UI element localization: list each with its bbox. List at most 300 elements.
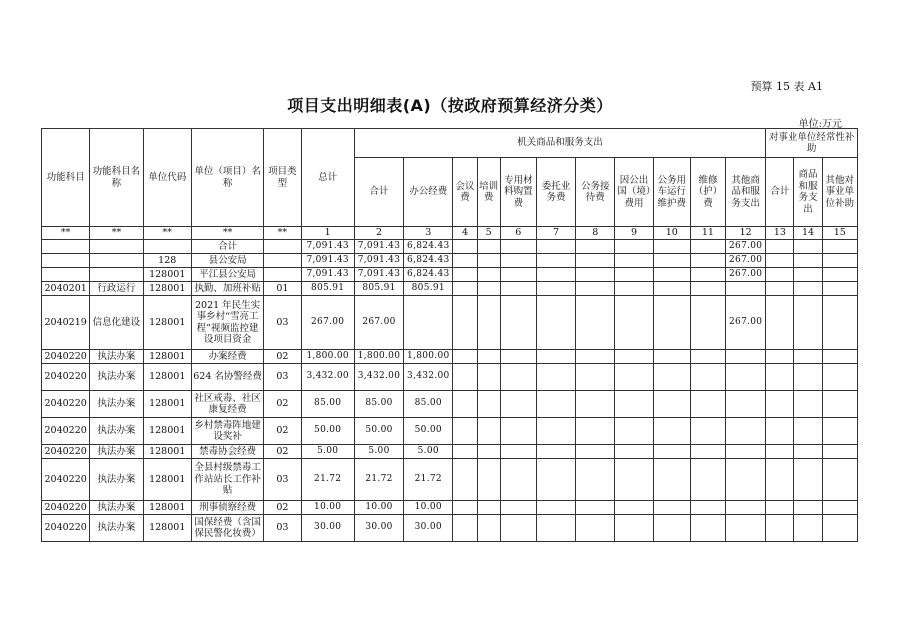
cell-amount: 1,800.00 [301,350,354,364]
header-func-code: 功能科目 [42,129,90,227]
cell-func-name [90,254,143,268]
header-goods-col: 会议费 [453,158,477,227]
cell-amount: 267.00 [726,254,766,268]
cell-amount [453,350,477,364]
cell-amount [477,240,500,254]
cell-func-name: 信息化建设 [90,296,143,350]
cell-amount [794,282,822,296]
cell-func-code: 2040220 [42,501,90,515]
table-row [42,459,858,501]
cell-func-code: 2040220 [42,515,90,542]
cell-amount [453,459,477,501]
cell-project-type [264,268,301,282]
cell-amount [690,459,725,501]
cell-amount [453,364,477,391]
cell-amount [536,350,575,364]
cell-amount [404,296,453,350]
cell-amount [500,364,536,391]
table-row [42,350,858,364]
cell-amount [766,268,794,282]
cell-unit-name: 2021 年民生实事乡村“雪亮工程”视频监控建设项目资金 [191,296,263,350]
cell-amount [615,515,653,542]
cell-unit-code: 128001 [143,391,191,418]
cell-amount [615,268,653,282]
cell-amount [500,391,536,418]
cell-unit-name: 县公安局 [191,254,263,268]
cell-unit-code: 128 [143,254,191,268]
table-row [42,240,858,254]
cell-amount [500,296,536,350]
cell-unit-code: 128001 [143,282,191,296]
cell-amount [766,364,794,391]
cell-amount: 5.00 [301,445,354,459]
cell-amount [822,268,857,282]
cell-amount: 267.00 [726,240,766,254]
cell-amount [653,515,690,542]
cell-project-type: 01 [264,282,301,296]
header-project-type: 项目类型 [264,129,301,227]
cell-amount: 50.00 [404,418,453,445]
cell-func-code: 2040220 [42,445,90,459]
cell-project-type: 02 [264,418,301,445]
cell-amount [690,268,725,282]
cell-func-code: 2040220 [42,350,90,364]
cell-amount [653,445,690,459]
cell-unit-code: 128001 [143,364,191,391]
cell-amount [500,268,536,282]
cell-amount [766,501,794,515]
cell-amount [822,391,857,418]
index-cell: 11 [690,227,725,240]
cell-func-name [90,268,143,282]
cell-unit-code: 128001 [143,296,191,350]
star-cell: ** [191,227,263,240]
cell-amount [453,418,477,445]
index-cell: 10 [653,227,690,240]
cell-amount: 5.00 [404,445,453,459]
index-cell: 6 [500,227,536,240]
index-cell: 8 [576,227,615,240]
cell-amount [615,501,653,515]
index-cell: 1 [301,227,354,240]
cell-project-type: 02 [264,445,301,459]
cell-func-name: 执法办案 [90,459,143,501]
header-subsidy-col: 其他对事业单位补助 [822,158,857,227]
cell-unit-code: 128001 [143,459,191,501]
star-cell: ** [42,227,90,240]
cell-amount: 21.72 [301,459,354,501]
cell-func-name: 执法办案 [90,445,143,459]
cell-amount [477,515,500,542]
cell-amount [653,282,690,296]
cell-func-name: 执法办案 [90,364,143,391]
cell-func-name: 执法办案 [90,391,143,418]
cell-amount: 85.00 [301,391,354,418]
cell-unit-code: 128001 [143,268,191,282]
cell-amount: 30.00 [301,515,354,542]
index-cell: 3 [404,227,453,240]
cell-amount: 7,091.43 [354,268,403,282]
cell-project-type: 02 [264,501,301,515]
cell-amount [690,501,725,515]
cell-amount [615,391,653,418]
cell-func-code [42,268,90,282]
cell-amount [453,240,477,254]
cell-func-code: 2040201 [42,282,90,296]
cell-amount [822,296,857,350]
cell-amount [726,418,766,445]
cell-amount: 7,091.43 [354,254,403,268]
cell-amount [576,418,615,445]
cell-amount: 30.00 [404,515,453,542]
header-goods-col: 培训费 [477,158,500,227]
cell-project-type: 03 [264,459,301,501]
cell-amount [615,459,653,501]
cell-amount: 10.00 [354,501,403,515]
cell-amount [726,459,766,501]
cell-amount [822,501,857,515]
cell-amount [653,501,690,515]
cell-amount [653,296,690,350]
cell-unit-name: 办案经费 [191,350,263,364]
cell-amount [690,418,725,445]
cell-project-type [264,254,301,268]
cell-amount [477,418,500,445]
cell-amount [822,254,857,268]
header-subsidy-col: 商品和服务支出 [794,158,822,227]
cell-amount [615,364,653,391]
header-goods-col: 专用材料购置费 [500,158,536,227]
cell-amount [500,515,536,542]
index-cell: 7 [536,227,575,240]
cell-func-name [90,240,143,254]
header-group-goods: 机关商品和服务支出 [354,129,765,158]
cell-amount [477,296,500,350]
table-row [42,501,858,515]
cell-amount [822,459,857,501]
cell-amount [536,268,575,282]
cell-amount [653,350,690,364]
header-goods-col: 公务用车运行维护费 [653,158,690,227]
cell-amount: 21.72 [354,459,403,501]
cell-func-name: 执法办案 [90,515,143,542]
cell-amount: 805.91 [404,282,453,296]
header-goods-col: 因公出国（境）费用 [615,158,653,227]
cell-project-type: 03 [264,364,301,391]
cell-amount: 50.00 [354,418,403,445]
cell-amount [766,282,794,296]
cell-amount [477,350,500,364]
table-row [42,364,858,391]
cell-amount [653,391,690,418]
cell-unit-name: 执勤、加班补贴 [191,282,263,296]
cell-amount: 267.00 [726,296,766,350]
star-row [42,227,858,240]
cell-func-name: 执法办案 [90,350,143,364]
header-total: 总计 [301,129,354,227]
cell-amount [576,501,615,515]
cell-amount: 805.91 [301,282,354,296]
cell-amount [726,445,766,459]
header-goods-col: 其他商品和服务支出 [726,158,766,227]
cell-amount [726,515,766,542]
cell-amount [453,282,477,296]
cell-amount [822,515,857,542]
cell-amount: 85.00 [354,391,403,418]
cell-amount [576,515,615,542]
cell-amount [453,391,477,418]
cell-amount [453,268,477,282]
cell-amount [453,254,477,268]
cell-amount [794,240,822,254]
table-tag: 预算 15 表 A1 [750,80,823,93]
budget-table [41,128,858,542]
cell-amount: 267.00 [354,296,403,350]
header-goods-col: 公务接待费 [576,158,615,227]
cell-amount [822,364,857,391]
cell-amount [690,282,725,296]
cell-amount [690,240,725,254]
cell-func-name: 行政运行 [90,282,143,296]
cell-amount [690,350,725,364]
cell-amount [653,240,690,254]
cell-amount: 267.00 [301,296,354,350]
star-cell: ** [143,227,191,240]
cell-amount [726,501,766,515]
cell-amount [766,240,794,254]
index-cell: 14 [794,227,822,240]
cell-project-type [264,240,301,254]
table-row [42,282,858,296]
cell-func-name: 执法办案 [90,418,143,445]
star-cell: ** [90,227,143,240]
cell-amount [690,364,725,391]
cell-amount [794,364,822,391]
cell-amount [453,296,477,350]
cell-amount [615,240,653,254]
index-cell: 13 [766,227,794,240]
cell-unit-name: 全县村级禁毒工作站站长工作补贴 [191,459,263,501]
table-row [42,418,858,445]
cell-amount: 1,800.00 [404,350,453,364]
cell-unit-code: 128001 [143,515,191,542]
cell-amount [453,445,477,459]
cell-amount [794,445,822,459]
header-goods-col: 办公经费 [404,158,453,227]
cell-amount [690,254,725,268]
cell-amount [453,501,477,515]
cell-amount [690,515,725,542]
cell-amount: 7,091.43 [354,240,403,254]
cell-amount [576,296,615,350]
cell-amount [615,350,653,364]
cell-unit-name: 国保经费（含国保民警化妆费） [191,515,263,542]
cell-amount [576,282,615,296]
cell-amount [615,418,653,445]
cell-amount: 7,091.43 [301,254,354,268]
cell-amount [794,515,822,542]
cell-amount: 21.72 [404,459,453,501]
header-unit-name: 单位（项目）名称 [191,129,263,227]
header-goods-col: 维修（护）费 [690,158,725,227]
cell-amount: 7,091.43 [301,268,354,282]
cell-amount: 50.00 [301,418,354,445]
cell-amount [822,240,857,254]
cell-amount [536,459,575,501]
cell-unit-name: 社区戒毒、社区康复经费 [191,391,263,418]
cell-amount [766,445,794,459]
cell-amount [726,350,766,364]
cell-amount [500,418,536,445]
cell-amount [477,364,500,391]
index-cell: 12 [726,227,766,240]
cell-amount: 6,824.43 [404,254,453,268]
cell-amount [576,391,615,418]
cell-amount [576,350,615,364]
cell-amount [477,459,500,501]
cell-amount [615,254,653,268]
cell-amount [726,282,766,296]
cell-amount [690,445,725,459]
index-cell: 4 [453,227,477,240]
header-unit-code: 单位代码 [143,129,191,227]
cell-amount [500,459,536,501]
cell-amount: 1,800.00 [354,350,403,364]
cell-amount [766,459,794,501]
cell-amount [690,296,725,350]
cell-func-code: 2040220 [42,418,90,445]
cell-amount: 85.00 [404,391,453,418]
cell-amount [500,240,536,254]
cell-amount: 6,824.43 [404,240,453,254]
cell-func-code [42,240,90,254]
cell-amount [822,350,857,364]
cell-amount [477,445,500,459]
cell-amount [576,459,615,501]
cell-amount [500,445,536,459]
table-row [42,268,858,282]
cell-unit-code: 128001 [143,445,191,459]
cell-func-code: 2040220 [42,364,90,391]
cell-amount [576,254,615,268]
cell-amount: 267.00 [726,268,766,282]
cell-amount [536,515,575,542]
cell-unit-name: 乡村禁毒阵地建设奖补 [191,418,263,445]
cell-amount [794,418,822,445]
cell-amount [500,501,536,515]
cell-amount [536,296,575,350]
cell-amount [822,282,857,296]
cell-amount [615,296,653,350]
cell-amount [794,501,822,515]
table-row [42,254,858,268]
cell-unit-name: 禁毒协会经费 [191,445,263,459]
table-row [42,391,858,418]
table-row [42,515,858,542]
cell-amount: 7,091.43 [301,240,354,254]
cell-amount [794,268,822,282]
cell-amount [794,350,822,364]
table-row [42,445,858,459]
cell-amount [653,254,690,268]
cell-amount [766,515,794,542]
cell-func-code: 2040220 [42,459,90,501]
cell-unit-code [143,240,191,254]
cell-amount [536,254,575,268]
cell-amount [726,364,766,391]
header-goods-col: 委托业务费 [536,158,575,227]
cell-amount: 6,824.43 [404,268,453,282]
cell-amount: 3,432.00 [404,364,453,391]
page-title: 项目支出明细表(A)（按政府预算经济分类） [287,96,613,115]
cell-amount [477,501,500,515]
cell-project-type: 02 [264,350,301,364]
cell-amount: 3,432.00 [301,364,354,391]
cell-amount [576,445,615,459]
unit-label: 单位:万元 [798,119,842,130]
header-goods-col: 合计 [354,158,403,227]
cell-amount [794,296,822,350]
cell-unit-name: 624 名协警经费 [191,364,263,391]
index-cell: 2 [354,227,403,240]
cell-project-type: 02 [264,391,301,418]
cell-amount [766,350,794,364]
cell-amount: 10.00 [301,501,354,515]
cell-amount [576,240,615,254]
cell-amount [500,350,536,364]
cell-amount [576,268,615,282]
index-cell: 5 [477,227,500,240]
cell-amount [766,254,794,268]
index-cell: 9 [615,227,653,240]
cell-amount [615,282,653,296]
cell-amount [653,459,690,501]
cell-amount [794,254,822,268]
cell-amount [536,445,575,459]
cell-amount [477,282,500,296]
cell-amount [653,364,690,391]
cell-amount [453,515,477,542]
index-cell: 15 [822,227,857,240]
cell-amount [794,459,822,501]
cell-amount [615,445,653,459]
cell-amount [766,391,794,418]
cell-amount: 10.00 [404,501,453,515]
cell-amount [690,391,725,418]
cell-amount [653,418,690,445]
cell-amount [536,240,575,254]
cell-amount [477,391,500,418]
cell-amount: 805.91 [354,282,403,296]
cell-unit-code: 128001 [143,350,191,364]
star-cell: ** [264,227,301,240]
cell-amount [822,418,857,445]
cell-unit-code: 128001 [143,501,191,515]
cell-unit-name: 平江县公安局 [191,268,263,282]
cell-amount [536,418,575,445]
cell-project-type: 03 [264,296,301,350]
header-group-subsidy: 对事业单位经常性补助 [766,129,858,158]
cell-func-code [42,254,90,268]
cell-func-name: 执法办案 [90,501,143,515]
cell-amount [500,254,536,268]
cell-func-code: 2040220 [42,391,90,418]
header-func-name: 功能科目名称 [90,129,143,227]
cell-amount [536,501,575,515]
table-row [42,296,858,350]
cell-amount [536,391,575,418]
cell-amount: 5.00 [354,445,403,459]
